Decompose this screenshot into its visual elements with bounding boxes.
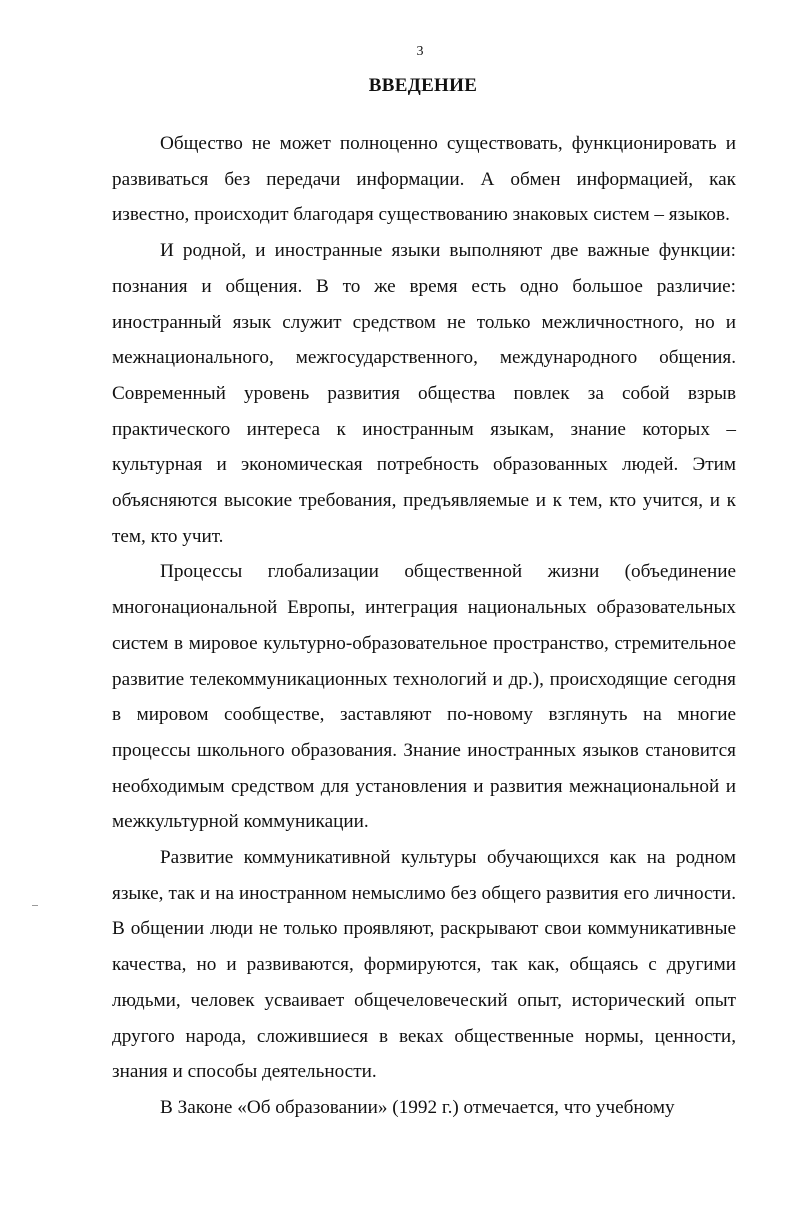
paragraph-2: И родной, и иностранные языки выполняют две важные функции: познания и общения. В то же время есть одно большое различие: иностранный язык служит средством не только межличностного, но и межнационального, межгосударственного, международного общения. Современный уровень развития общества повлек за собой взрыв практического интереса к иностранным языкам, знание которых – культурная и экономическая потребность образованных людей. Этим объясняются высокие требования, предъявляемые и к тем, кто учится, и к тем, кто учит. [112, 240, 736, 547]
paragraph-3: Процессы глобализации общественной жизни (объединение многонациональной Европы, интеграция национальных образовательных систем в мировое культурно-образовательное пространство, стремительное развитие телекоммуникационных технологий и др.), происходящие сегодня в мировом сообществе, заставляют по-новому взглянуть на многие процессы школьного образования. Знание иностранных языков становится необходимым средством для установления и развития межнациональной и межкультурной коммуникации. [112, 561, 736, 833]
body-text [112, 126, 736, 1126]
page-number: 3 [416, 44, 424, 59]
margin-mark [32, 905, 38, 906]
page-title: ВВЕДЕНИЕ [368, 75, 478, 96]
paragraph-4: Развитие коммуникативной культуры обучающихся как на родном языке, так и на иностранном немыслимо без общего развития его личности. В общении люди не только проявляют, раскрывают свои коммуникативные качества, но и развиваются, формируются, так как, общаясь с другими людьми, человек усваивает общечеловеческий опыт, исторический опыт другого народа, сложившиеся в веках общественные нормы, ценности, знания и способы деятельности. [112, 847, 736, 1083]
paragraph-5: В Законе «Об образовании» (1992 г.) отмечается, что учебному [160, 1096, 675, 1118]
paragraph-1: Общество не может полноценно существовать, функционировать и развиваться без передачи информации. А обмен информацией, как известно, происходит благодаря существованию знаковых систем – языков. [112, 133, 736, 226]
